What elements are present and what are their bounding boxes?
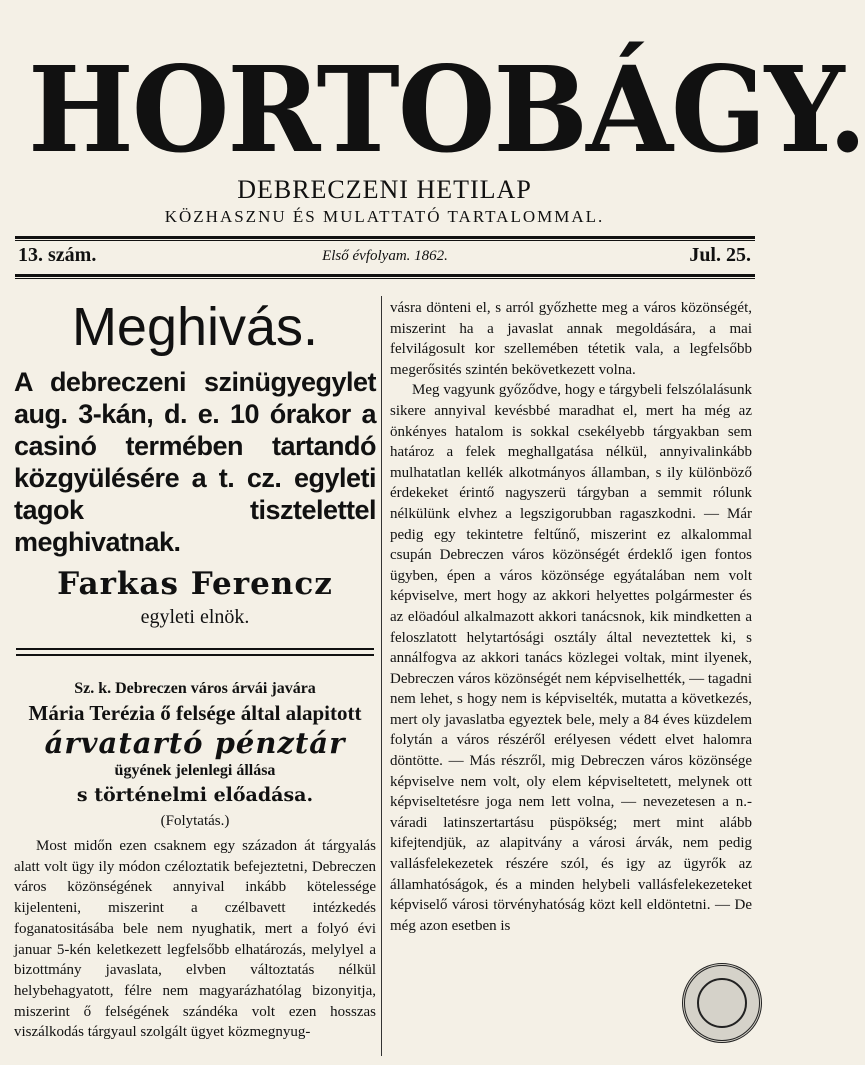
right-column: [390, 298, 752, 936]
newspaper-subtitle: DEBRECZENI HETILAP: [237, 175, 532, 204]
article-continued-note: (Folytatás.): [160, 813, 230, 829]
masthead-rule-thin: [15, 240, 755, 241]
issue-year: Első évfolyam. 1862.: [322, 248, 448, 264]
newspaper-tagline: KÖZHASZNU ÉS MULATTATÓ TARTALOMMAL.: [164, 207, 605, 226]
column-divider: [381, 296, 382, 1056]
article-heading-line2: Mária Terézia ő felsége által alapitott: [28, 701, 362, 725]
left-column: [14, 290, 376, 1043]
issue-number: 13. szám.: [18, 244, 97, 266]
article-heading-main: árvatartó pénztár: [44, 726, 346, 760]
invitation-signer-role: egyleti elnök.: [140, 606, 250, 628]
article-heading-line1: Sz. k. Debreczen város árvái javára: [74, 680, 316, 697]
invitation-signer: Farkas Ferencz: [57, 566, 333, 602]
section-divider: [16, 648, 374, 656]
article-left-text: [14, 836, 376, 1043]
masthead-rule: [15, 236, 755, 239]
issue-info-row: [15, 244, 755, 272]
article-right-paragraph-2: Meg vagyunk győződve, hogy e tárgybeli felszólalásunk sikere annyival kevésbbé maradhat el, mert ha még az önkényes hatalom is sokkal csekélyebb tárgyakban sem határoz a felek meghallgatása nélkül, annyivalinkább mulhatatlan kellék alkotmányos államban, s ily különböző érdekeket érintő nagyszerü tárgyban a semmit rólunk nélkülünk elvhez a legszigorubban ragaszkodni. — Már pedig egy tekintetre feltűnő, miszerint ez alkalommal csupán Debreczen város közönségét érdeklő igen fontos ügyben, épen a város közönsége egyátalában nem volt képviselve, mert hogy az akkori helyettes polgármester és az elöadóul alkalmazott akkori tanácsnok, kik mindketten a feloszlatott helytartósági osztály által neveztettek ki, s annálfogva az akkori tanács közlegei voltak, mint ilyenek, Debreczen város közönségét nem képviselhették, — tagadni nem lehet, s hogy nem is képviselték, mutatta a következés, mert oly javaslatba egyeztek bele, mely a 84 éves küzdelem folytán a város részéről erélyesen védett elvet halomra döntötte. — Más részről, mig Debreczen város közönsége képviselve nem volt, oly elem képviseltetett, melynek ott képviseltetésre joga nem lett volna, — nevezetesen a n.-váradi latinszertartásu püspökség; mert mint alább kifejtendjük, az alapitvány a városi árvák, nem pedig vallásfelekezetek részére szól, és igy az ügyrők az államhatóságok, és a minden helybeli vallásfelekezeteket képviselő városi törvényhatóság közt kell eldöntetni. — De még azon esetben is: [390, 382, 752, 934]
library-stamp-inner: [697, 978, 747, 1028]
article-left-text-content: Most midőn ezen csaknem egy századon át tárgyalás alatt volt ügy ily módon czéloztatik befejeztetni, Debreczen város közönségének annyival inkább kötelessége kijelenteni, miszerint a czélbavett intézkedés foganatositásába bele nem nyughatik, mert a folyó évi januar 5-kén keletkezett legfelsőbb elhatározás, melylyel a bizottmány javaslata, elvben változtatás nélkül helybehagyatott, félre nem magyarázhatólag bizonyitja, miszerint ő felségének szándéka volt ezen hosszas viszálkodás tárgyaul szolgált ügyet közmegnyug-: [14, 838, 376, 1041]
article-right-paragraph-1: vásra dönteni el, s arról győzhette meg a város közönségét, miszerint ha a javaslat annak megoldására, a mai felvilágosult kor szellemében tétetik vala, a legfelsőbb megerősités szintén bekövetkezett volna.: [390, 300, 752, 378]
masthead-bottom-rule-thin: [15, 278, 755, 279]
issue-date: Jul. 25.: [689, 244, 751, 266]
invitation-body: A debreczeni szinügyegylet aug. 3-kán, d. e. 10 órakor a casinó termében tartandó közgyülésére a t. cz. egyleti tagok tisztelettel meghivatnak.: [14, 367, 376, 557]
library-stamp: [682, 963, 762, 1043]
masthead-bottom-rule: [15, 274, 755, 277]
newspaper-title: HORTOBÁGY.: [28, 41, 865, 180]
invitation-title: Meghivás.: [71, 297, 319, 357]
article-heading-line4: ügyének jelenlegi állása: [114, 762, 276, 779]
masthead: [0, 0, 865, 275]
article-heading-line5: s történelmi előadása.: [76, 784, 314, 806]
